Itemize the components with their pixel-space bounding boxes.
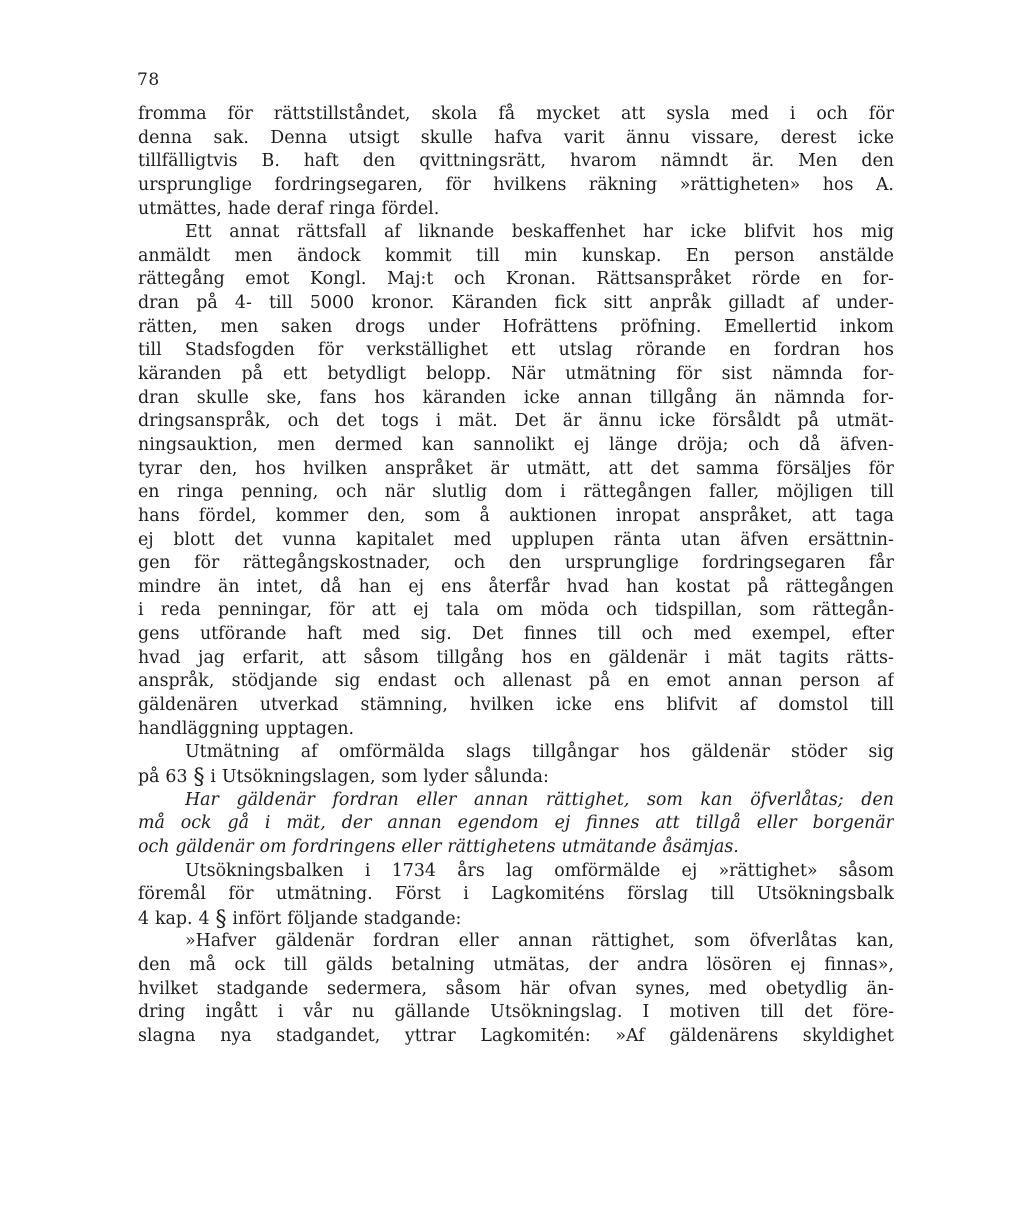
text-line: i reda penningar, för att ej tala om möda och tidspillan, som rättegån- xyxy=(138,600,894,621)
text-line: mindre än intet, då han ej ens återfår hvad han kostat på rättegången xyxy=(138,576,894,597)
text-line: Utmätning af omförmälda slags tillgångar hos gäldenär stöder sig xyxy=(185,742,894,763)
text-line: den må ock till gälds betalning utmätas, der andra lösören ej finnas», xyxy=(138,955,894,976)
text-line: dringsanspråk, och det togs i mät. Det är ännu icke försåldt på utmät- xyxy=(138,411,894,432)
text-line: slagna nya stadgandet, yttrar Lagkomitén: »Af gäldenärens skyldighet xyxy=(138,1025,894,1046)
text-line: gen för rättegångskostnader, och den ursprunglige fordringsegaren får xyxy=(138,553,894,574)
text-line: utmättes, hade deraf ringa fördel. xyxy=(138,198,440,219)
text-line: på 63 § i Utsökningslagen, som lyder sålunda: xyxy=(138,764,549,789)
text-line: gens utförande haft med sig. Det finnes till och med exempel, efter xyxy=(138,624,894,645)
text-line: tillfälligtvis B. haft den qvittningsrätt, hvarom nämndt är. Men den xyxy=(138,151,894,172)
text-line: käranden på ett betydligt belopp. När utmätning för sist nämnda for- xyxy=(138,364,894,385)
text-line: ej blott det vunna kapitalet med upplupen ränta utan äfven ersättnin- xyxy=(138,529,894,550)
text-line: föremål för utmätning. Först i Lagkomiténs förslag till Utsökningsbalk xyxy=(138,884,894,905)
text-line: Utsökningsbalken i 1734 års lag omförmälde ej »rättighet» såsom xyxy=(185,860,894,881)
text-line: hvad jag erfarit, att såsom tillgång hos en gäldenär i mät tagits rätts- xyxy=(138,647,894,668)
text-line: Har gäldenär fordran eller annan rättighet, som kan öfverlåtas; den xyxy=(185,789,894,810)
text-line: dran på 4- till 5000 kronor. Käranden fick sitt anpråk gilladt af under- xyxy=(138,293,894,314)
text-line: rätten, men saken drogs under Hofrättens pröfning. Emellertid inkom xyxy=(138,316,894,337)
text-line: »Hafver gäldenär fordran eller annan rättighet, som öfverlåtas kan, xyxy=(185,931,894,952)
body-text xyxy=(138,103,894,1049)
text-line: dring ingått i vår nu gällande Utsökningslag. I motiven till det före- xyxy=(138,1002,894,1023)
text-line: dran skulle ske, fans hos käranden icke annan tillgång än nämnda for- xyxy=(138,387,894,408)
text-line: ursprunglige fordringsegaren, för hvilkens räkning »rättigheten» hos A. xyxy=(138,174,894,195)
text-line: hans fördel, kommer den, som å auktionen inropat anspråket, att taga xyxy=(138,505,894,526)
text-line: till Stadsfogden för verkställighet ett utslag rörande en fordran hos xyxy=(138,340,894,361)
text-line: ningsauktion, men dermed kan sannolikt ej länge dröja; och då äfven- xyxy=(138,434,894,455)
text-line: en ringa penning, och när slutlig dom i rättegången faller, möjligen till xyxy=(138,482,894,503)
text-line: må ock gå i mät, der annan egendom ej finnes att tillgå eller borgenär xyxy=(138,813,894,834)
text-line: anmäldt men ändock kommit till min kunskap. En person anstälde xyxy=(138,245,894,266)
text-line: anspråk, stödjande sig endast och allenast på en emot annan person af xyxy=(138,671,894,692)
page-number: 78 xyxy=(137,70,160,90)
text-line: hvilket stadgande sedermera, såsom här ofvan synes, med obetydlig än- xyxy=(138,978,894,999)
text-line: Ett annat rättsfall af liknande beskaffenhet har icke blifvit hos mig xyxy=(185,222,894,243)
text-line: handläggning upptagen. xyxy=(138,718,355,739)
text-line: rättegång emot Kongl. Maj:t och Kronan. Rättsanspråket rörde en for- xyxy=(138,269,894,290)
text-line: 4 kap. 4 § infört följande stadgande: xyxy=(138,906,462,931)
text-line: gäldenären utverkad stämning, hvilken icke ens blifvit af domstol till xyxy=(138,695,894,716)
text-line: och gäldenär om fordringens eller rättighetens utmätande åsämjas. xyxy=(138,836,739,857)
text-line: denna sak. Denna utsigt skulle hafva varit ännu vissare, derest icke xyxy=(138,127,894,148)
text-line: fromma för rättstillståndet, skola få mycket att sysla med i och för xyxy=(138,104,894,124)
text-line: tyrar den, hos hvilken anspråket är utmätt, att det samma försäljes för xyxy=(138,458,894,479)
